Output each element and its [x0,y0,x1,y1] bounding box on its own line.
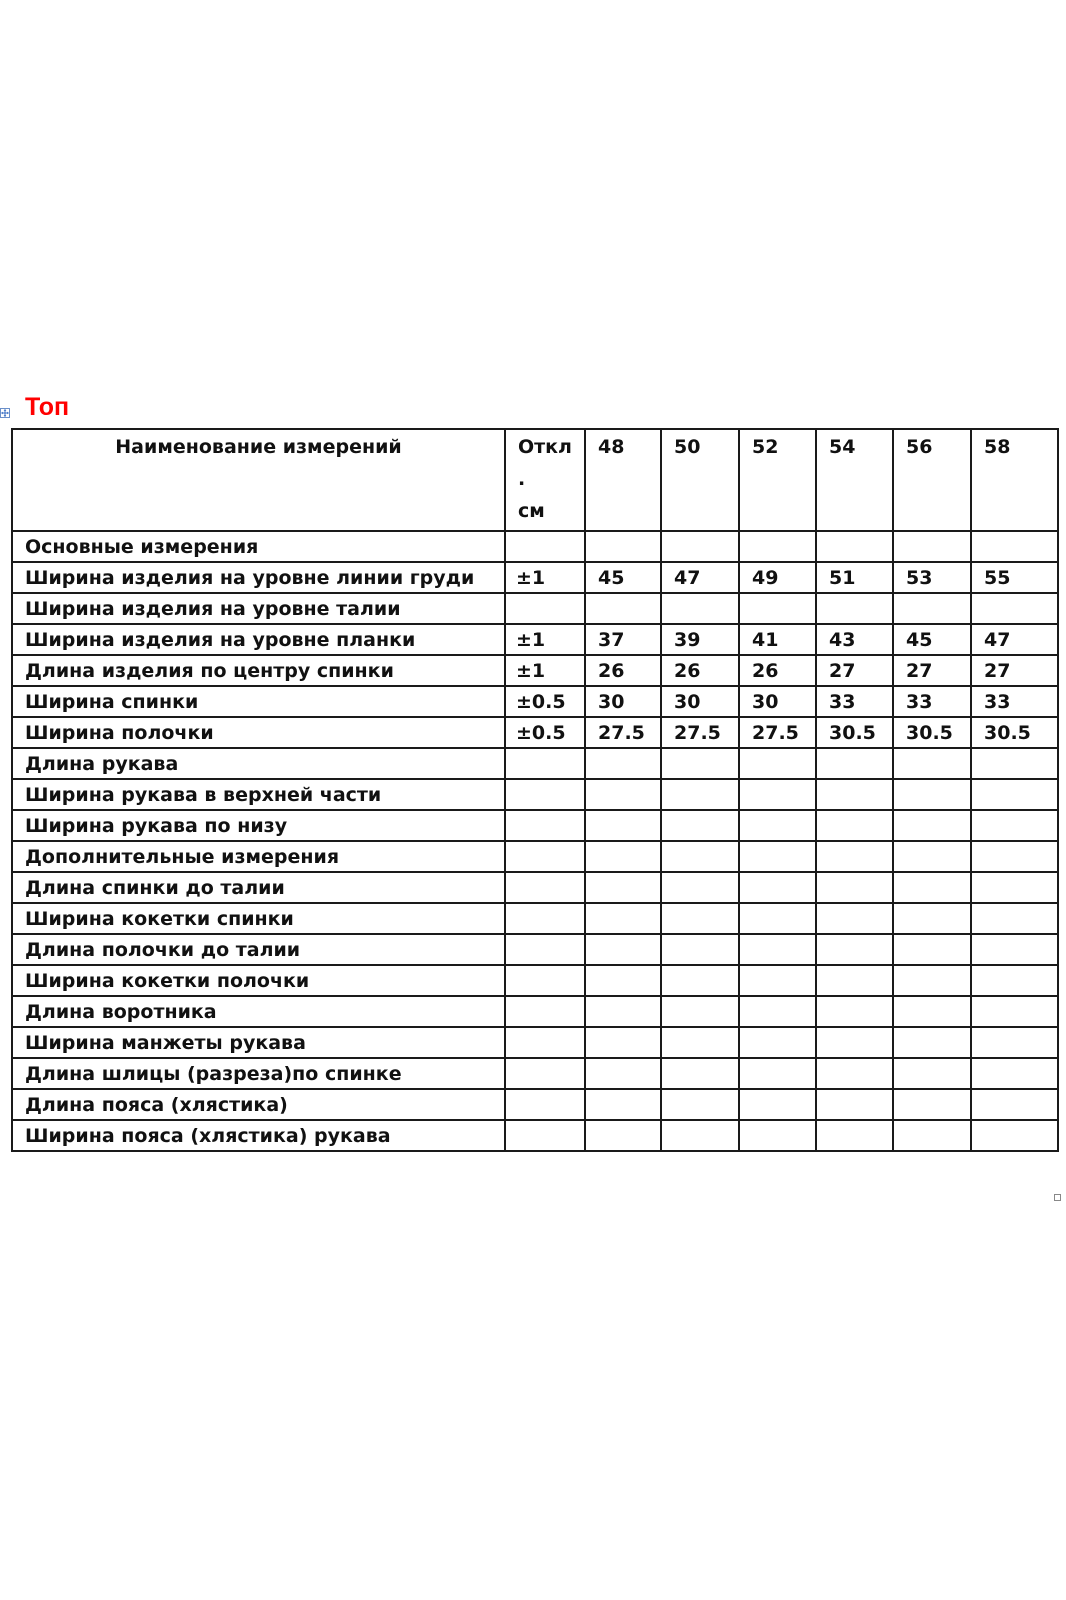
size-value-cell: 27 [971,655,1058,686]
tolerance-cell [505,1120,585,1151]
header-size-48: 48 [585,429,661,531]
size-value-cell [661,903,739,934]
size-value-cell: 30.5 [971,717,1058,748]
size-value-cell [585,810,661,841]
size-value-cell [661,965,739,996]
table-row [12,717,1058,748]
size-value-cell [971,531,1058,562]
size-value-cell [816,872,893,903]
size-value-cell [816,748,893,779]
size-value-cell [585,1058,661,1089]
size-value-cell [816,996,893,1027]
size-value-cell [739,531,816,562]
measurement-name: Ширина спинки [12,686,505,717]
size-value-cell [585,841,661,872]
measurement-name: Дополнительные измерения [12,841,505,872]
tolerance-cell: ±1 [505,655,585,686]
size-value-cell [816,779,893,810]
tolerance-cell: ±0.5 [505,717,585,748]
size-value-cell: 27.5 [585,717,661,748]
size-value-cell: 39 [661,624,739,655]
header-size-56: 56 [893,429,971,531]
table-resize-handle-icon[interactable] [1054,1194,1061,1201]
size-value-cell: 27 [816,655,893,686]
size-value-cell [971,903,1058,934]
header-size-50: 50 [661,429,739,531]
size-value-cell [893,810,971,841]
measurement-name: Ширина кокетки спинки [12,903,505,934]
size-value-cell [661,531,739,562]
size-value-cell [661,1120,739,1151]
table-row [12,903,1058,934]
size-value-cell [585,872,661,903]
size-value-cell: 26 [585,655,661,686]
size-value-cell [816,903,893,934]
size-value-cell [585,1089,661,1120]
size-value-cell [816,841,893,872]
table-row [12,779,1058,810]
measurement-name: Длина шлицы (разреза)по спинке [12,1058,505,1089]
table-row [12,841,1058,872]
size-value-cell [893,593,971,624]
size-value-cell: 30.5 [816,717,893,748]
size-value-cell [661,1027,739,1058]
size-value-cell [971,748,1058,779]
size-value-cell [816,1120,893,1151]
size-value-cell [893,779,971,810]
size-value-cell: 27 [893,655,971,686]
table-row [12,1089,1058,1120]
measurement-name: Ширина кокетки полочки [12,965,505,996]
size-value-cell [893,996,971,1027]
measurement-name: Ширина рукава в верхней части [12,779,505,810]
size-value-cell [971,1120,1058,1151]
tolerance-cell [505,934,585,965]
size-value-cell [585,1120,661,1151]
tolerance-cell [505,779,585,810]
size-value-cell [739,996,816,1027]
size-value-cell: 33 [893,686,971,717]
table-row [12,562,1058,593]
table-row [12,1120,1058,1151]
table-row [12,965,1058,996]
size-value-cell [971,779,1058,810]
size-value-cell [893,841,971,872]
size-value-cell: 47 [661,562,739,593]
size-value-cell: 47 [971,624,1058,655]
size-value-cell [971,934,1058,965]
size-value-cell [739,1027,816,1058]
size-value-cell [971,872,1058,903]
tolerance-cell: ±1 [505,562,585,593]
size-value-cell [816,810,893,841]
size-value-cell [661,593,739,624]
size-value-cell [739,872,816,903]
size-value-cell [893,1027,971,1058]
size-value-cell [971,965,1058,996]
tolerance-cell [505,531,585,562]
size-value-cell: 37 [585,624,661,655]
tolerance-cell [505,1089,585,1120]
size-value-cell [816,1027,893,1058]
table-move-handle-icon[interactable] [0,408,10,418]
size-value-cell: 51 [816,562,893,593]
tolerance-cell [505,872,585,903]
size-value-cell [661,748,739,779]
size-value-cell: 45 [893,624,971,655]
table-header-row [12,429,1058,531]
size-value-cell [661,1089,739,1120]
measurement-name: Длина полочки до талии [12,934,505,965]
size-value-cell: 30 [739,686,816,717]
size-value-cell [739,903,816,934]
size-value-cell [585,593,661,624]
size-value-cell [971,1089,1058,1120]
size-value-cell: 27.5 [739,717,816,748]
size-value-cell [661,872,739,903]
measurement-name: Ширина полочки [12,717,505,748]
measurement-name: Ширина рукава по низу [12,810,505,841]
tolerance-cell [505,748,585,779]
header-size-54: 54 [816,429,893,531]
size-value-cell [739,1058,816,1089]
size-value-cell [739,965,816,996]
size-value-cell: 53 [893,562,971,593]
tolerance-cell [505,593,585,624]
table-row [12,593,1058,624]
size-value-cell [661,934,739,965]
tolerance-cell [505,1027,585,1058]
size-value-cell [971,593,1058,624]
header-size-52: 52 [739,429,816,531]
tolerance-cell [505,841,585,872]
size-value-cell [893,965,971,996]
measurements-table [11,428,1059,1152]
size-value-cell [893,531,971,562]
size-value-cell [585,996,661,1027]
document-title: Топ [25,393,70,421]
measurement-name: Ширина изделия на уровне планки [12,624,505,655]
size-value-cell [739,810,816,841]
size-value-cell [893,1089,971,1120]
measurement-name: Ширина изделия на уровне талии [12,593,505,624]
size-value-cell [585,934,661,965]
header-tolerance: Откл . см [505,429,585,531]
size-value-cell [739,841,816,872]
size-value-cell: 27.5 [661,717,739,748]
size-value-cell: 30 [661,686,739,717]
size-value-cell [816,531,893,562]
table-row [12,1027,1058,1058]
size-value-cell: 30 [585,686,661,717]
size-value-cell [893,934,971,965]
size-value-cell [739,1120,816,1151]
measurement-name: Ширина пояса (хлястика) рукава [12,1120,505,1151]
table-row [12,934,1058,965]
size-value-cell [816,1058,893,1089]
size-value-cell: 26 [661,655,739,686]
tolerance-cell [505,903,585,934]
size-value-cell [739,593,816,624]
table-row [12,624,1058,655]
table-row [12,655,1058,686]
size-value-cell [585,531,661,562]
size-value-cell [816,965,893,996]
size-value-cell: 45 [585,562,661,593]
size-value-cell [971,1027,1058,1058]
size-value-cell [971,996,1058,1027]
size-value-cell [585,965,661,996]
size-value-cell [739,779,816,810]
measurement-name: Длина рукава [12,748,505,779]
size-value-cell: 26 [739,655,816,686]
size-value-cell [971,810,1058,841]
tolerance-cell: ±0.5 [505,686,585,717]
size-value-cell [661,779,739,810]
size-value-cell [893,872,971,903]
size-value-cell [661,996,739,1027]
size-value-cell [661,810,739,841]
size-value-cell [893,903,971,934]
measurement-name: Длина воротника [12,996,505,1027]
table-row [12,531,1058,562]
tolerance-cell [505,1058,585,1089]
header-size-58: 58 [971,429,1058,531]
size-value-cell [971,841,1058,872]
size-value-cell: 49 [739,562,816,593]
size-value-cell: 43 [816,624,893,655]
size-value-cell [739,934,816,965]
size-value-cell [739,1089,816,1120]
size-value-cell [816,1089,893,1120]
measurement-name: Ширина манжеты рукава [12,1027,505,1058]
size-value-cell [585,779,661,810]
measurement-name: Длина пояса (хлястика) [12,1089,505,1120]
size-value-cell [585,1027,661,1058]
size-value-cell [661,841,739,872]
size-value-cell [893,1058,971,1089]
size-value-cell [971,1058,1058,1089]
size-value-cell: 33 [971,686,1058,717]
table-row [12,686,1058,717]
table-row [12,748,1058,779]
size-value-cell [661,1058,739,1089]
size-value-cell: 30.5 [893,717,971,748]
size-value-cell [585,903,661,934]
size-value-cell [816,593,893,624]
table-row [12,810,1058,841]
tolerance-cell: ±1 [505,624,585,655]
size-value-cell [585,748,661,779]
measurement-name: Длина изделия по центру спинки [12,655,505,686]
size-value-cell: 41 [739,624,816,655]
size-value-cell [739,748,816,779]
size-value-cell: 33 [816,686,893,717]
measurement-name: Ширина изделия на уровне линии груди [12,562,505,593]
measurement-name: Длина спинки до талии [12,872,505,903]
size-value-cell: 55 [971,562,1058,593]
tolerance-cell [505,810,585,841]
size-value-cell [893,748,971,779]
measurement-name: Основные измерения [12,531,505,562]
tolerance-cell [505,996,585,1027]
size-value-cell [816,934,893,965]
header-measurement-name: Наименование измерений [12,429,505,531]
tolerance-cell [505,965,585,996]
table-row [12,1058,1058,1089]
table-row [12,872,1058,903]
table-row [12,996,1058,1027]
size-value-cell [893,1120,971,1151]
